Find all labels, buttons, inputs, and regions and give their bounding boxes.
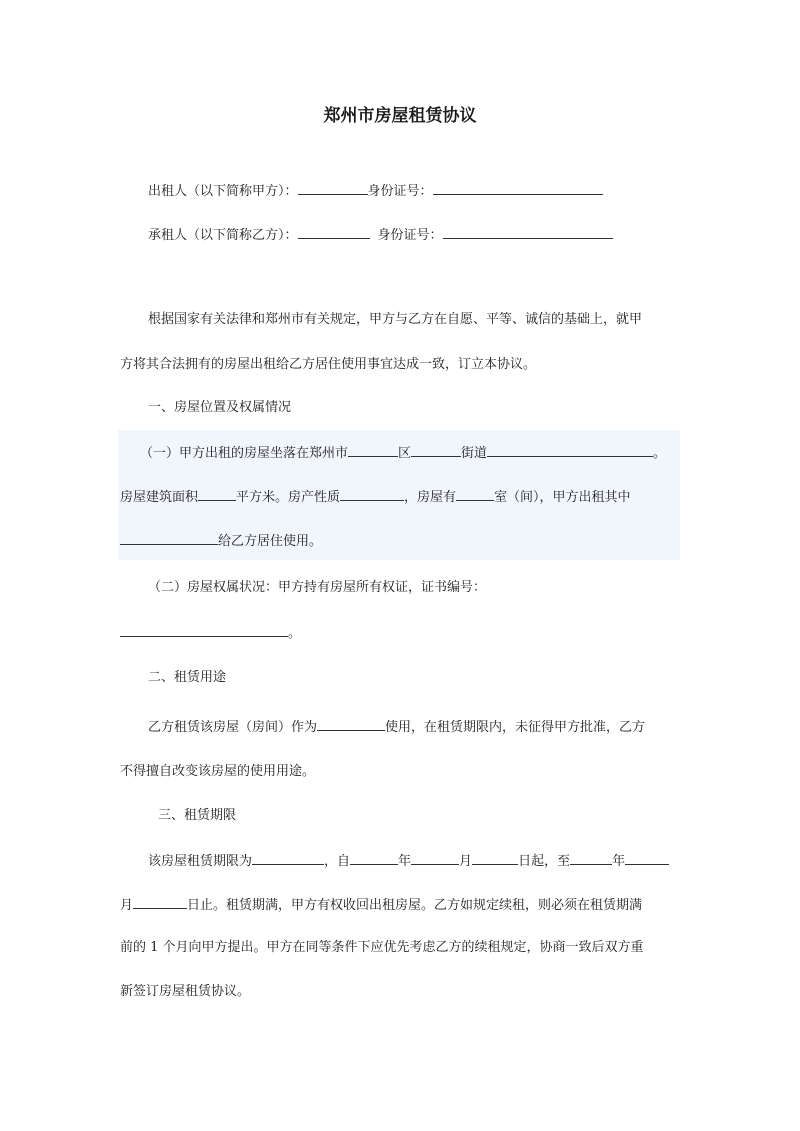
item2-end: 。 xyxy=(288,626,302,641)
item1-line-1 xyxy=(140,442,666,464)
property-nature-blank[interactable] xyxy=(340,486,404,501)
use-label: 给乙方居住使用。 xyxy=(218,534,323,549)
term-prefix: 该房屋租赁期限为 xyxy=(148,854,253,869)
lessor-line xyxy=(148,180,603,202)
start-month-label: 月 xyxy=(459,854,473,869)
section2-heading: 二、租赁用途 xyxy=(148,670,227,685)
end-year-blank[interactable] xyxy=(570,850,612,865)
end-month-blank-a[interactable] xyxy=(625,850,669,865)
district-label: 区 xyxy=(398,446,412,461)
lessor-id-label: 身份证号： xyxy=(367,184,433,199)
intro-line-2: 方将其合法拥有的房屋出租给乙方居住使用事宜达成一致，订立本协议。 xyxy=(120,357,537,372)
rooms-blank[interactable] xyxy=(456,486,494,501)
item1-line-2 xyxy=(120,486,631,508)
lessee-label: 承租人（以下简称乙方）： xyxy=(148,228,298,243)
term-from: ，自 xyxy=(324,854,351,869)
section3-line-3: 前的 1 个月向甲方提出。甲方在同等条件下应优先考虑乙方的续租规定，协商一致后双方重 xyxy=(120,940,644,955)
section3-line-4: 新签订房屋租赁协议。 xyxy=(120,984,251,999)
rent-part-blank[interactable] xyxy=(120,530,218,545)
item2-line-1: （二）房屋权属状况：甲方持有房屋所有权证，证书编号： xyxy=(148,580,487,595)
area-blank[interactable] xyxy=(198,486,236,501)
lessor-name-blank[interactable] xyxy=(298,180,368,195)
street-blank[interactable] xyxy=(411,442,461,457)
start-day-label: 日起，至 xyxy=(518,854,571,869)
page-title: 郑州市房屋租赁协议 xyxy=(323,106,477,126)
end-day-blank[interactable] xyxy=(133,894,187,909)
lessee-line xyxy=(148,224,613,246)
section3-line-1 xyxy=(148,850,669,872)
item1-prefix: （一）甲方出租的房屋坐落在郑州市 xyxy=(140,446,349,461)
lessor-label: 出租人（以下简称甲方）： xyxy=(148,184,298,199)
purpose-suffix: 使用，在租赁期限内，未征得甲方批准，乙方 xyxy=(385,720,646,735)
lessee-id-label: 身份证号： xyxy=(377,228,443,243)
section2-line-2: 不得擅自改变该房屋的使用用途。 xyxy=(120,764,316,779)
lessee-name-blank[interactable] xyxy=(298,224,370,239)
start-month-blank[interactable] xyxy=(411,850,459,865)
start-day-blank[interactable] xyxy=(472,850,518,865)
item2-line-2 xyxy=(120,622,301,644)
purpose-prefix: 乙方租赁该房屋（房间）作为 xyxy=(148,720,318,735)
district-blank[interactable] xyxy=(348,442,398,457)
end-month-label: 月 xyxy=(120,898,134,913)
section3-heading: 三、租赁期限 xyxy=(158,808,237,823)
section2-line-1 xyxy=(148,716,645,738)
intro-line-1: 根据国家有关法律和郑州市有关规定，甲方与乙方在自愿、平等、诚信的基础上，就甲 xyxy=(148,312,643,327)
item1-end: 。 xyxy=(653,446,667,461)
purpose-blank[interactable] xyxy=(317,716,385,731)
area-prefix: 房屋建筑面积 xyxy=(120,490,199,505)
section1-heading: 一、房屋位置及权属情况 xyxy=(148,400,292,415)
until-text: 日止。租赁期满，甲方有权收回出租房屋。乙方如规定续租，则必须在租赁期满 xyxy=(187,898,643,913)
end-year-label: 年 xyxy=(612,854,626,869)
item1-line-3 xyxy=(120,530,322,552)
start-year-blank[interactable] xyxy=(350,850,398,865)
area-unit: 平方米。房产性质 xyxy=(236,490,341,505)
term-blank[interactable] xyxy=(252,850,324,865)
certificate-number-blank[interactable] xyxy=(120,622,288,637)
street-label: 街道 xyxy=(461,446,488,461)
rooms-label: 室（间），甲方出租其中 xyxy=(494,490,631,505)
lessee-id-blank[interactable] xyxy=(443,224,613,239)
start-year-label: 年 xyxy=(398,854,412,869)
rooms-has: ，房屋有 xyxy=(404,490,457,505)
lessor-id-blank[interactable] xyxy=(433,180,603,195)
section3-line-2 xyxy=(120,894,642,916)
address-blank[interactable] xyxy=(487,442,653,457)
